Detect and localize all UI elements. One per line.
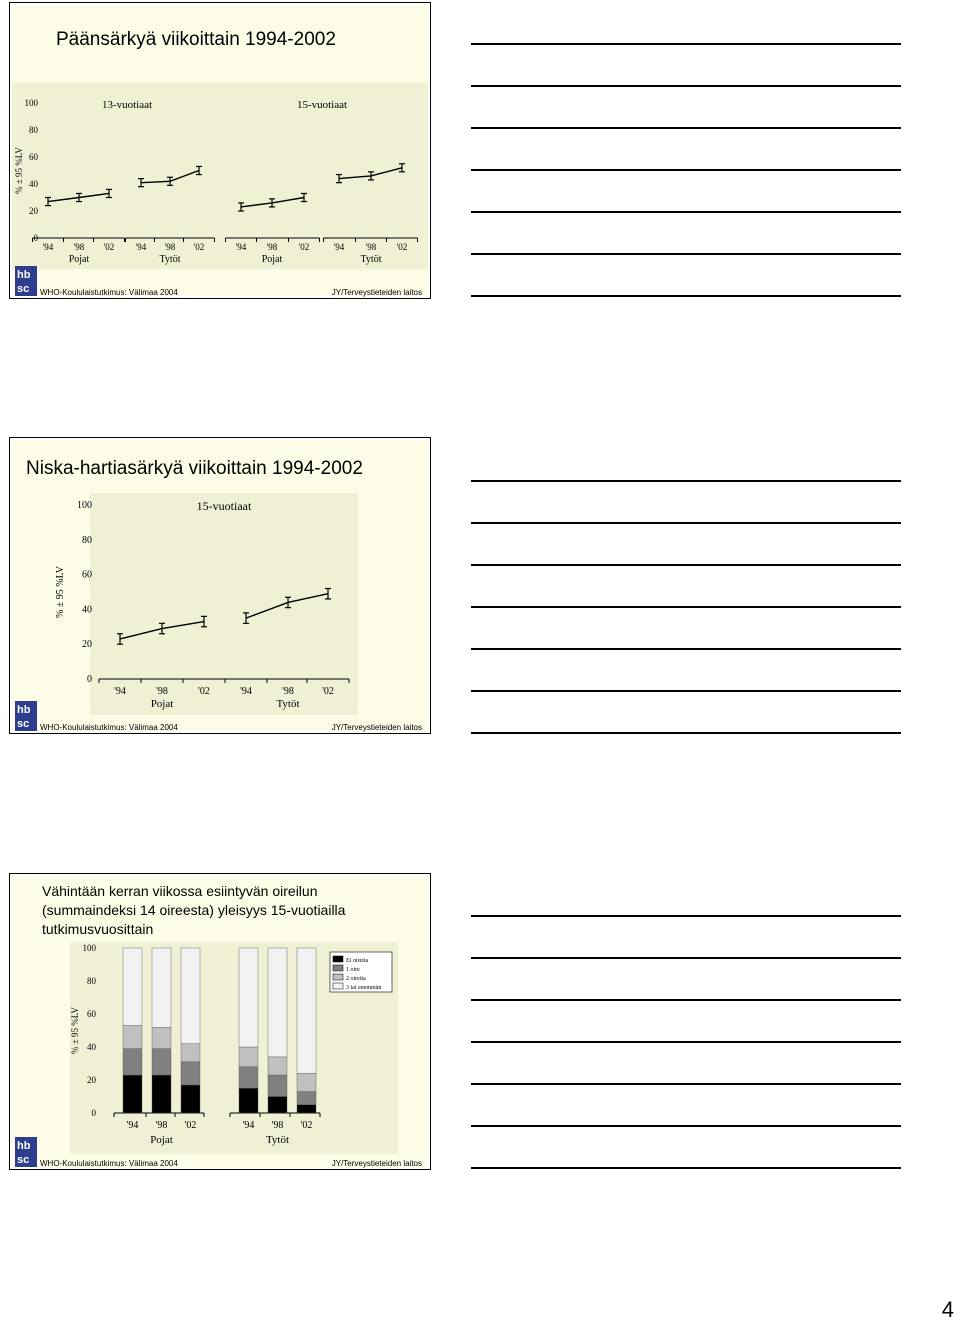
bar-segment: [152, 948, 171, 1027]
bar-segment: [239, 1047, 258, 1067]
notes-line: [471, 690, 901, 692]
legend-label: Ei oireita: [346, 958, 369, 964]
x-tick-label: '94: [242, 1120, 255, 1131]
panel-label: 15-vuotiaat: [196, 499, 252, 513]
y-tick-label: 0: [87, 674, 92, 685]
legend-label: 2 oiretta: [346, 976, 366, 982]
notes-line: [471, 85, 901, 87]
footer-department: JY/Terveystieteiden laitos: [331, 723, 422, 732]
notes-line: [471, 999, 901, 1001]
x-tick-label: '94: [114, 686, 126, 697]
y-tick-label: 60: [29, 152, 38, 162]
bar-segment: [297, 1073, 316, 1091]
y-axis-label: % ± 95 %LV: [70, 1007, 80, 1054]
y-tick-label: 100: [82, 943, 96, 953]
group-label: Pojat: [150, 698, 174, 710]
bar-segment: [123, 948, 142, 1026]
y-tick-label: 20: [29, 206, 38, 216]
notes-line: [471, 957, 901, 959]
notes-line: [471, 211, 901, 213]
x-tick-label: '02: [322, 686, 334, 697]
x-tick-label: '02: [396, 242, 408, 252]
notes-line: [471, 1167, 901, 1169]
y-tick-label: 20: [87, 1075, 96, 1085]
legend-label: 3 tai enemmän: [346, 985, 382, 991]
notes-line: [471, 1083, 901, 1085]
bar-segment: [297, 1105, 316, 1113]
x-tick-label: '94: [240, 686, 252, 697]
y-tick-label: 60: [87, 1009, 96, 1019]
group-label: Pojat: [261, 254, 283, 265]
x-tick-label: '98: [73, 242, 85, 252]
x-tick-label: '98: [155, 1120, 168, 1131]
notes-line: [471, 43, 901, 45]
svg-text:hb: hb: [17, 269, 31, 281]
slide-3: [9, 873, 431, 1170]
bar-segment: [123, 1026, 142, 1049]
page-number: 4: [941, 1297, 954, 1322]
x-tick-label: '98: [282, 686, 294, 697]
footer-department: JY/Terveystieteiden laitos: [331, 288, 422, 297]
y-tick-label: 40: [29, 179, 38, 189]
y-tick-label: 80: [29, 125, 38, 135]
y-tick-label: 100: [24, 98, 38, 108]
panel-label: 15-vuotiaat: [296, 99, 348, 111]
y-tick-label: 0: [91, 1108, 96, 1118]
notes-line: [471, 915, 901, 917]
x-tick-label: '98: [164, 242, 176, 252]
y-tick-label: 40: [82, 604, 92, 616]
legend-swatch: [333, 974, 343, 980]
group-label: Tytöt: [265, 1134, 290, 1146]
x-tick-label: '98: [271, 1120, 284, 1131]
bar-segment: [297, 1092, 316, 1105]
bar-segment: [239, 948, 258, 1047]
legend-label: 1 oire: [346, 967, 360, 973]
hbsc-logo-icon: [15, 701, 37, 731]
notes-line: [471, 169, 901, 171]
y-axis-label: % ± 95 %LV: [55, 565, 66, 619]
group-label: Tytöt: [159, 254, 181, 265]
x-tick-label: '98: [156, 686, 168, 697]
group-label: Tytöt: [276, 698, 300, 710]
group-label: Pojat: [68, 254, 90, 265]
slide-title-line-3: tutkimusvuosittain: [42, 921, 154, 937]
svg-text:hb: hb: [17, 704, 31, 716]
bar-segment: [239, 1088, 258, 1113]
legend-swatch: [333, 965, 343, 971]
notes-line: [471, 127, 901, 129]
x-tick-label: '94: [135, 242, 147, 252]
x-tick-label: '94: [126, 1120, 139, 1131]
x-tick-label: '02: [184, 1120, 197, 1131]
legend-swatch: [333, 983, 343, 989]
notes-line: [471, 732, 901, 734]
bar-segment: [181, 1044, 200, 1062]
notes-line: [471, 648, 901, 650]
svg-text:sc: sc: [17, 1154, 30, 1166]
bar-segment: [152, 1075, 171, 1113]
slide-1: [9, 2, 431, 299]
bar-segment: [181, 1062, 200, 1085]
x-tick-label: '02: [298, 242, 310, 252]
x-tick-label: '02: [103, 242, 115, 252]
x-tick-label: '94: [333, 242, 345, 252]
bar-segment: [268, 1097, 287, 1114]
slide-title: Niska-hartiasärkyä viikoittain 1994-2002: [26, 458, 363, 479]
y-tick-label: 40: [87, 1042, 96, 1052]
headache-chart: [10, 83, 430, 273]
footer-source: WHO-Koululaistutkimus: Välimaa 2004: [40, 723, 178, 732]
x-tick-label: '94: [42, 242, 54, 252]
bar-segment: [152, 1049, 171, 1075]
bar-segment: [239, 1067, 258, 1088]
bar-segment: [181, 1085, 200, 1113]
bar-segment: [297, 948, 316, 1073]
bar-segment: [123, 1049, 142, 1075]
notes-line: [471, 522, 901, 524]
slide-2: [9, 437, 431, 734]
y-tick-label: 60: [82, 569, 92, 581]
hbsc-logo-icon: [15, 1137, 37, 1167]
slide-title-line-2: (summaindeksi 14 oireesta) yleisyys 15-vuotiailla: [42, 902, 346, 918]
y-tick-label: 100: [77, 500, 92, 511]
svg-text:sc: sc: [17, 718, 30, 730]
notes-line: [471, 1125, 901, 1127]
footer-source: WHO-Koululaistutkimus: Välimaa 2004: [40, 288, 178, 297]
bar-segment: [268, 1075, 287, 1096]
bar-segment: [268, 948, 287, 1057]
symptom-index-chart: [10, 942, 430, 1162]
slide-title: Päänsärkyä viikoittain 1994-2002: [56, 29, 336, 50]
slide-title-line-1: Vähintään kerran viikossa esiintyvän oireilun: [42, 883, 318, 899]
notes-line: [471, 295, 901, 297]
notes-line: [471, 1041, 901, 1043]
footer-source: WHO-Koululaistutkimus: Välimaa 2004: [40, 1159, 178, 1168]
notes-line: [471, 480, 901, 482]
bar-segment: [268, 1057, 287, 1075]
svg-text:sc: sc: [17, 283, 30, 295]
x-tick-label: '02: [193, 242, 205, 252]
neck-shoulder-chart: [10, 493, 430, 723]
bar-segment: [152, 1027, 171, 1048]
footer-department: JY/Terveystieteiden laitos: [331, 1159, 422, 1168]
hbsc-logo-icon: [15, 266, 37, 296]
group-label: Tytöt: [360, 254, 382, 265]
group-label: Pojat: [150, 1134, 173, 1146]
x-tick-label: '94: [235, 242, 247, 252]
y-tick-label: 0: [33, 233, 38, 243]
x-tick-label: '02: [300, 1120, 313, 1131]
y-tick-label: 80: [87, 976, 96, 986]
svg-text:hb: hb: [17, 1140, 31, 1152]
notes-line: [471, 606, 901, 608]
slide-title: [42, 882, 345, 939]
bar-segment: [123, 1075, 142, 1113]
panel-label: 13-vuotiaat: [101, 99, 153, 111]
x-tick-label: '98: [266, 242, 278, 252]
notes-line: [471, 253, 901, 255]
y-tick-label: 80: [82, 534, 92, 546]
bar-segment: [181, 948, 200, 1044]
y-axis-label: % ± 95 %LV: [14, 147, 24, 194]
x-tick-label: '02: [198, 686, 210, 697]
y-tick-label: 20: [82, 639, 92, 651]
legend-swatch: [333, 956, 343, 962]
x-tick-label: '98: [365, 242, 377, 252]
notes-line: [471, 564, 901, 566]
